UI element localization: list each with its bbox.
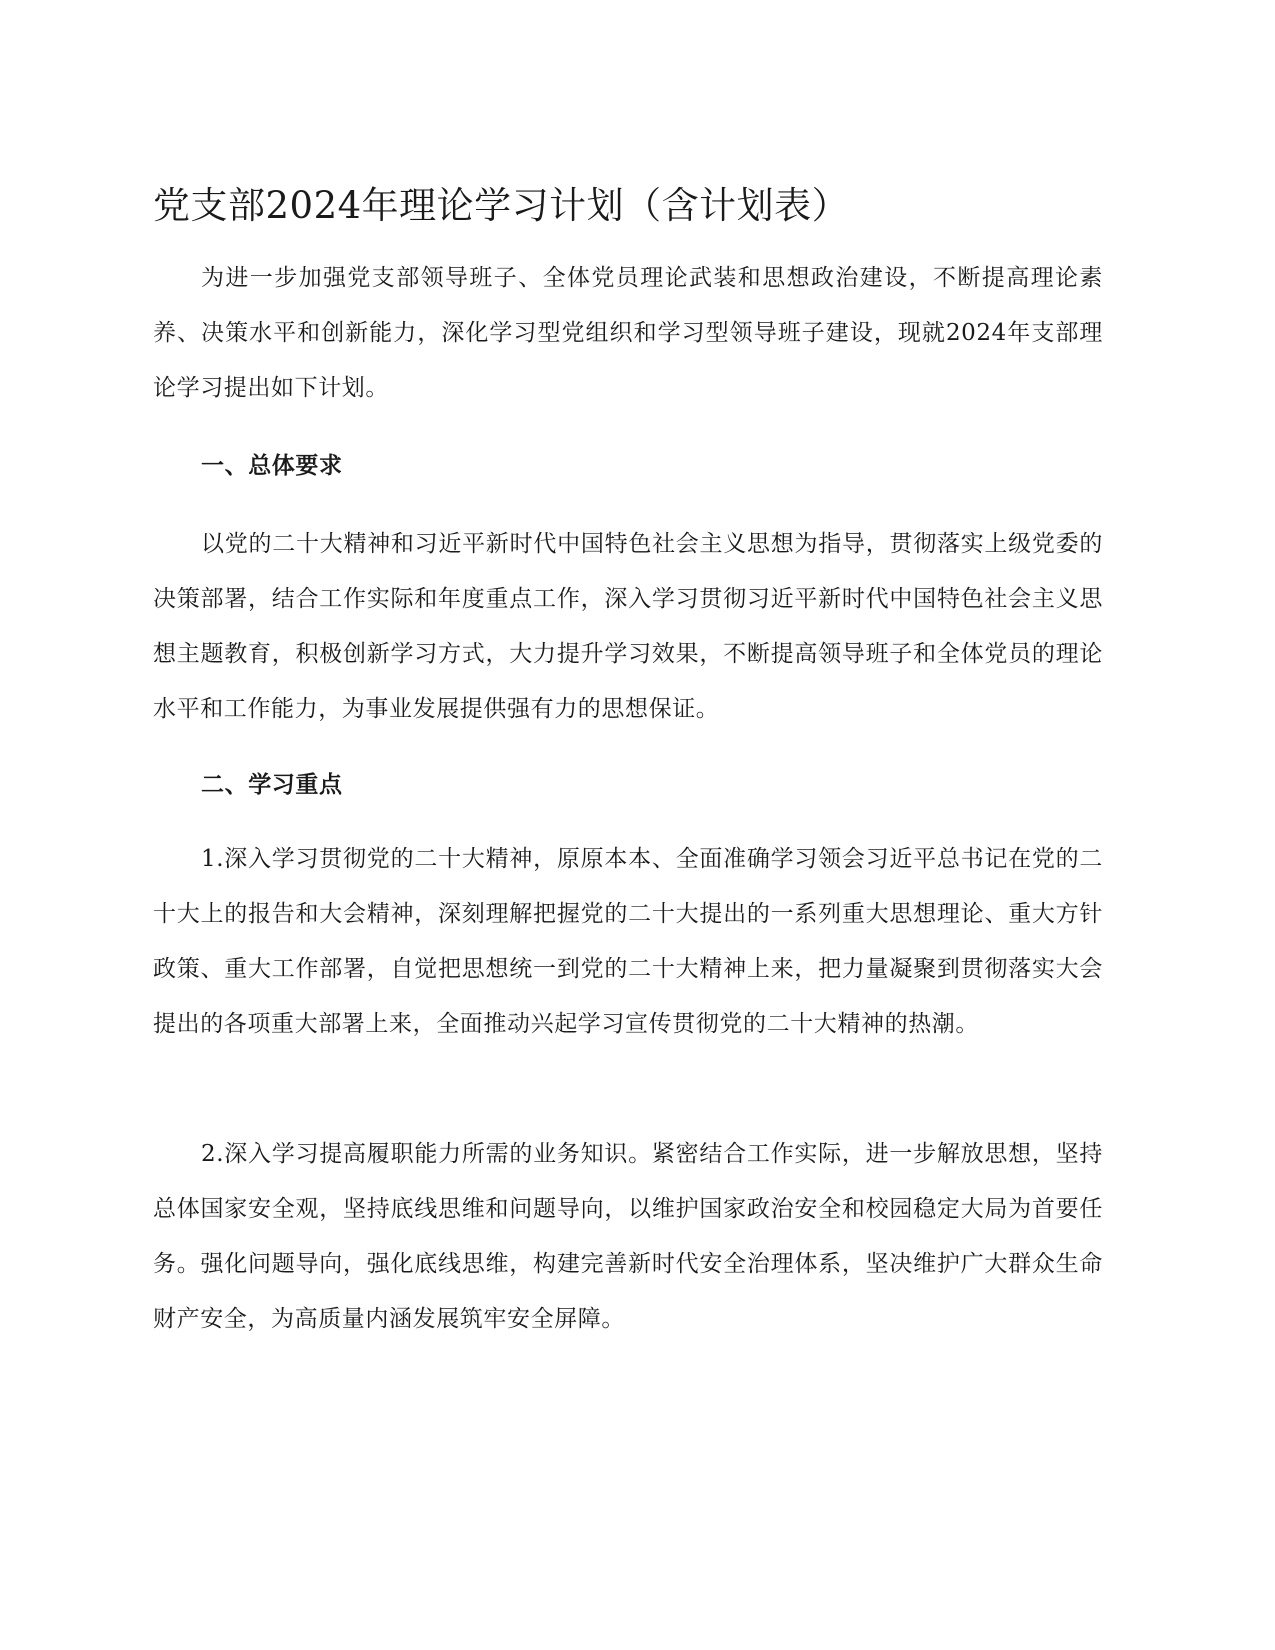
section-heading-study-focus: 二、学习重点	[201, 772, 343, 798]
study-focus-item-1: 1.深入学习贯彻党的二十大精神，原原本本、全面准确学习领会习近平总书记在党的二十大上的报告和大会精神，深刻理解把握党的二十大提出的一系列重大思想理论、重大方针政策、重大工作部署，自觉把思想统一到党的二十大精神上来，把力量凝聚到贯彻落实大会提出的各项重大部署上来，全面推动兴起学习宣传贯彻党的二十大精神的热潮。	[153, 846, 1103, 1037]
intro-paragraph: 为进一步加强党支部领导班子、全体党员理论武装和思想政治建设，不断提高理论素养、决策水平和创新能力，深化学习型党组织和学习型领导班子建设，现就2024年支部理论学习提出如下计划。	[153, 265, 1103, 401]
document-title: 党支部2024年理论学习计划（含计划表）	[153, 184, 850, 227]
section-heading-general-requirements: 一、总体要求	[201, 453, 343, 479]
general-requirements-paragraph: 以党的二十大精神和习近平新时代中国特色社会主义思想为指导，贯彻落实上级党委的决策部署，结合工作实际和年度重点工作，深入学习贯彻习近平新时代中国特色社会主义思想主题教育，积极创新学习方式，大力提升学习效果，不断提高领导班子和全体党员的理论水平和工作能力，为事业发展提供强有力的思想保证。	[153, 531, 1103, 722]
study-focus-item-2: 2.深入学习提高履职能力所需的业务知识。紧密结合工作实际，进一步解放思想，坚持总体国家安全观，坚持底线思维和问题导向，以维护国家政治安全和校园稳定大局为首要任务。强化问题导向，强化底线思维，构建完善新时代安全治理体系，坚决维护广大群众生命财产安全，为高质量内涵发展筑牢安全屏障。	[153, 1141, 1103, 1332]
